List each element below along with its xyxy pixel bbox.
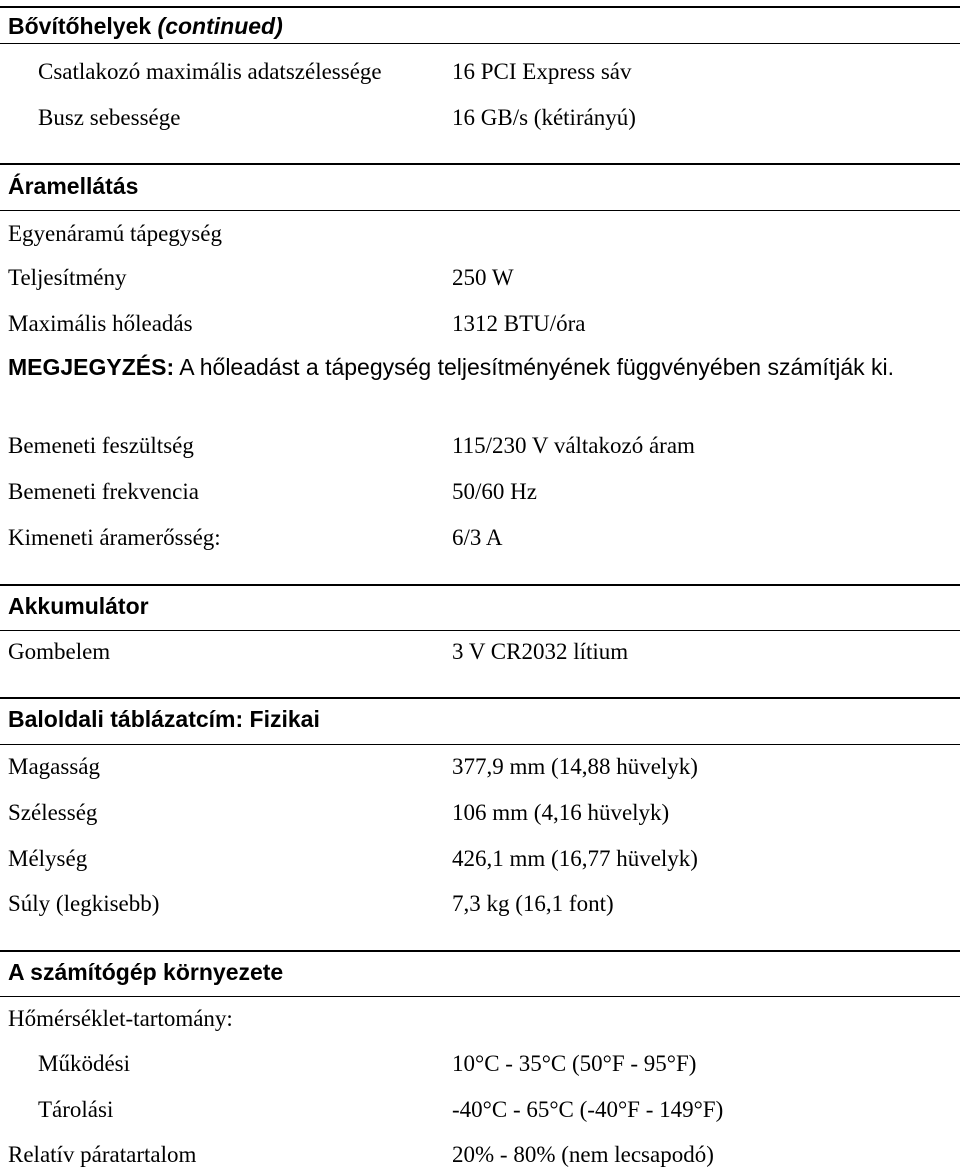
section-title-environment: A számítógép környezete <box>8 959 284 985</box>
section-title-battery: Akkumulátor <box>8 593 149 619</box>
row-value: 115/230 V váltakozó áram <box>452 433 695 458</box>
row-value: 106 mm (4,16 hüvelyk) <box>452 800 670 825</box>
section-rule <box>0 996 960 997</box>
note-label: MEGJEGYZÉS: <box>8 354 175 380</box>
row-value: 16 GB/s (kétirányú) <box>452 105 636 130</box>
section-rule <box>0 744 960 745</box>
section-title-text: Bővítőhelyek <box>8 13 152 39</box>
note <box>8 352 908 382</box>
row-label: Gombelem <box>8 639 111 664</box>
row-label: Működési <box>38 1051 130 1076</box>
row-label: Teljesítmény <box>8 265 127 290</box>
row-value: 3 V CR2032 lítium <box>452 639 629 664</box>
row-value: 10°C - 35°C (50°F - 95°F) <box>452 1051 697 1076</box>
subheading: Hőmérséklet-tartomány: <box>8 1006 233 1031</box>
row-label: Maximális hőleadás <box>8 311 193 336</box>
section-title-expansion <box>8 12 283 40</box>
row-value: 6/3 A <box>452 525 503 550</box>
row-value: -40°C - 65°C (-40°F - 149°F) <box>452 1097 724 1122</box>
section-title-suffix: (continued) <box>157 13 283 39</box>
row-label: Magasság <box>8 754 100 779</box>
row-label: Súly (legkisebb) <box>8 891 160 916</box>
row-value: 16 PCI Express sáv <box>452 59 632 84</box>
row-label: Bemeneti frekvencia <box>8 479 199 504</box>
section-rule <box>0 210 960 211</box>
subheading: Egyenáramú tápegység <box>8 221 222 246</box>
section-rule <box>0 950 960 952</box>
row-label: Busz sebessége <box>38 105 181 130</box>
row-value: 1312 BTU/óra <box>452 311 586 336</box>
row-label: Bemeneti feszültség <box>8 433 194 458</box>
row-label: Relatív páratartalom <box>8 1142 197 1167</box>
row-value: 426,1 mm (16,77 hüvelyk) <box>452 846 698 871</box>
section-rule <box>0 630 960 631</box>
row-value: 20% - 80% (nem lecsapodó) <box>452 1142 714 1167</box>
section-title-power: Áramellátás <box>8 173 139 199</box>
row-value: 7,3 kg (16,1 font) <box>452 891 614 916</box>
row-label: Kimeneti áramerősség: <box>8 525 221 550</box>
row-label: Mélység <box>8 846 88 871</box>
section-title-physical: Baloldali táblázatcím: Fizikai <box>8 706 320 732</box>
section-rule <box>0 584 960 586</box>
row-value: 250 W <box>452 265 514 290</box>
note-text: A hőleadást a tápegység teljesítményének függvényében számítják ki. <box>179 354 894 380</box>
row-label: Tárolási <box>38 1097 114 1122</box>
section-rule <box>0 6 960 8</box>
row-label: Szélesség <box>8 800 98 825</box>
section-rule <box>0 43 960 44</box>
row-value: 377,9 mm (14,88 hüvelyk) <box>452 754 698 779</box>
section-rule <box>0 697 960 699</box>
row-label: Csatlakozó maximális adatszélessége <box>38 59 382 84</box>
section-rule <box>0 163 960 165</box>
row-value: 50/60 Hz <box>452 479 537 504</box>
